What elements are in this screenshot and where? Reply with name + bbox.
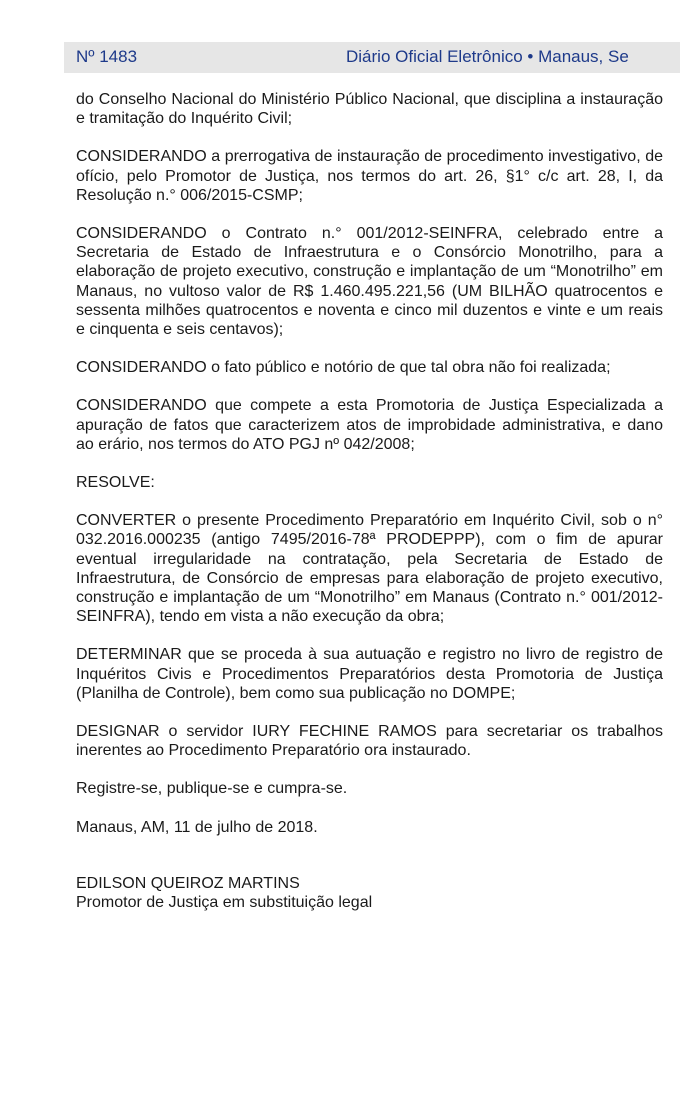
paragraph-converter: CONVERTER o presente Procedimento Preparatório em Inquérito Civil, sob o n° 032.2016.000235 (antigo 7495/2016-78ª PRODEPPP), com o fim de apurar eventual irregularidade na contratação, pela Secretaria de Estado de Infraestrutura, de Consórcio de empresas para elaboração de projeto executivo, construção e implantação de um “Monotrilho” em Manaus (Contrato n.° 001/2012-SEINFRA), tendo em vista a não execução da obra;: [76, 512, 663, 626]
paragraph-considerando-prerrogativa: CONSIDERANDO a prerrogativa de instauração de procedimento investigativo, de ofício, pelo Promotor de Justiça, nos termos do art. 26, §1° c/c art. 28, I, da Resolução n.° 006/2015-CSMP;: [76, 148, 663, 204]
resolve-heading: RESOLVE:: [76, 474, 155, 492]
publication-title: Diário Oficial Eletrônico • Manaus, Se: [346, 47, 629, 66]
signatory-role: Promotor de Justiça em substituição legal: [76, 894, 373, 912]
paragraph-registre: Registre-se, publique-se e cumpra-se.: [76, 780, 348, 798]
signatory-name: EDILSON QUEIROZ MARTINS: [76, 874, 300, 892]
issue-number: Nº 1483: [76, 47, 138, 66]
paragraph-preamble: do Conselho Nacional do Ministério Público Nacional, que disciplina a instauração e tramitação do Inquérito Civil;: [76, 91, 663, 128]
document-body: [76, 90, 663, 912]
signature-block: [76, 874, 663, 912]
paragraph-considerando-competencia: CONSIDERANDO que compete a esta Promotoria de Justiça Especializada a apuração de fatos que caracterizem atos de improbidade administrativa, e dano ao erário, nos termos do ATO PGJ nº 042/2008;: [76, 397, 663, 453]
paragraph-considerando-contrato: CONSIDERANDO o Contrato n.° 001/2012-SEINFRA, celebrado entre a Secretaria de Estado de Infraestrutura e o Consórcio Monotrilho, para a elaboração de projeto executivo, construção e implantação de um “Monotrilho” em Manaus, no vultoso valor de R$ 1.460.495.221,56 (UM BILHÃO quatrocentos e sessenta milhões quatrocentos e noventa e cinco mil duzentos e vinte e um reais e cinquenta e seis centavos);: [76, 225, 663, 339]
paragraph-designar: DESIGNAR o servidor IURY FECHINE RAMOS para secretariar os trabalhos inerentes ao Procedimento Preparatório ora instaurado.: [76, 723, 663, 760]
page-header-bar: [64, 42, 680, 73]
paragraph-determinar: DETERMINAR que se proceda à sua autuação e registro no livro de registro de Inquéritos Civis e Procedimentos Preparatórios desta Promotoria de Justiça (Planilha de Controle), bem como sua publicação no DOMPE;: [76, 646, 663, 702]
date-line: Manaus, AM, 11 de julho de 2018.: [76, 818, 318, 836]
paragraph-considerando-fato: CONSIDERANDO o fato público e notório de que tal obra não foi realizada;: [76, 359, 611, 377]
